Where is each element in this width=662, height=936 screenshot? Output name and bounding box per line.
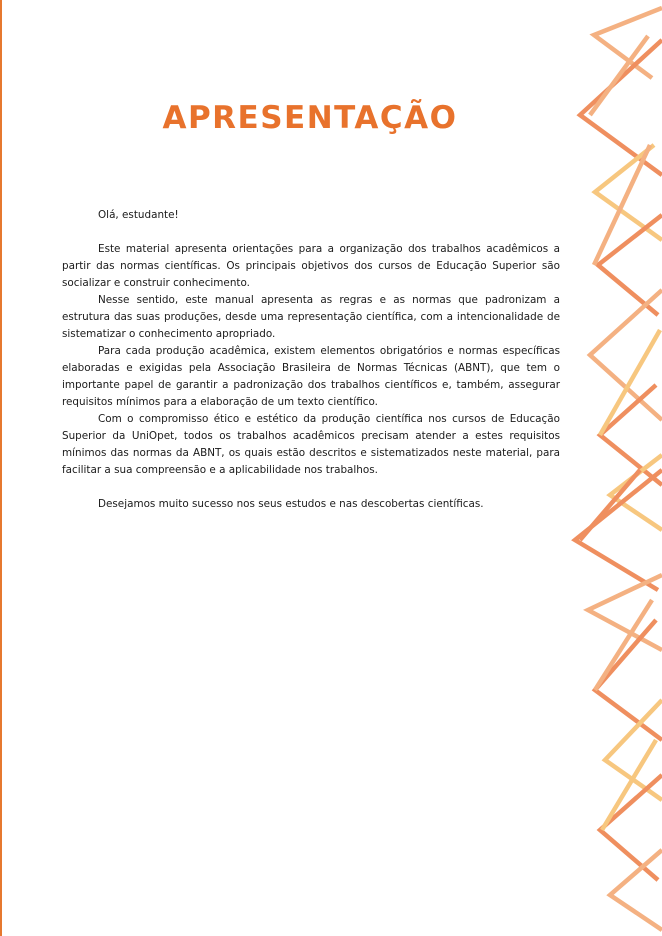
- body-text: [62, 207, 560, 513]
- deco-line: [580, 40, 662, 175]
- decorative-triangles-border: [560, 0, 662, 936]
- paragraph-4: Com o compromisso ético e estético da produção científica nos cursos de Educação Superior da UniOpet, todos os trabalhos acadêmicos precisam atender a estes requisitos mínimos das normas da ABNT, os quais estão descritos e sistematizados neste material, para facilitar a sua compreensão e a aplicabilidade nos trabalhos.: [62, 413, 560, 476]
- deco-line: [595, 600, 652, 690]
- greeting-paragraph: Olá, estudante!: [98, 209, 179, 221]
- deco-line: [590, 36, 648, 115]
- deco-line: [580, 470, 640, 540]
- paragraph-3: Para cada produção acadêmica, existem elementos obrigatórios e normas específicas elaboradas e exigidas pela Associação Brasileira de Normas Técnicas (ABNT), que tem o importante papel de garantir a padronização dos trabalhos científicos e, também, assegurar requisitos mínimos para a elaboração de um texto científico.: [62, 345, 560, 408]
- deco-line: [594, 8, 662, 78]
- deco-line: [600, 385, 662, 485]
- page-title: APRESENTAÇÃO: [162, 100, 458, 136]
- left-border-rule: [0, 0, 2, 936]
- deco-line: [600, 330, 660, 435]
- paragraph-1: Este material apresenta orientações para a organização dos trabalhos acadêmicos a partir das normas científicas. Os principais objetivos dos cursos de Educação Superior são socializar e construir conhecimento.: [62, 243, 560, 289]
- paragraph-2: Nesse sentido, este manual apresenta as regras e as normas que padronizam a estrutura das suas produções, desde uma representação científica, com a intencionalidade de sistematizar o conhecimento apropriado.: [62, 294, 560, 340]
- closing-paragraph: Desejamos muito sucesso nos seus estudos e nas descobertas científicas.: [98, 498, 484, 510]
